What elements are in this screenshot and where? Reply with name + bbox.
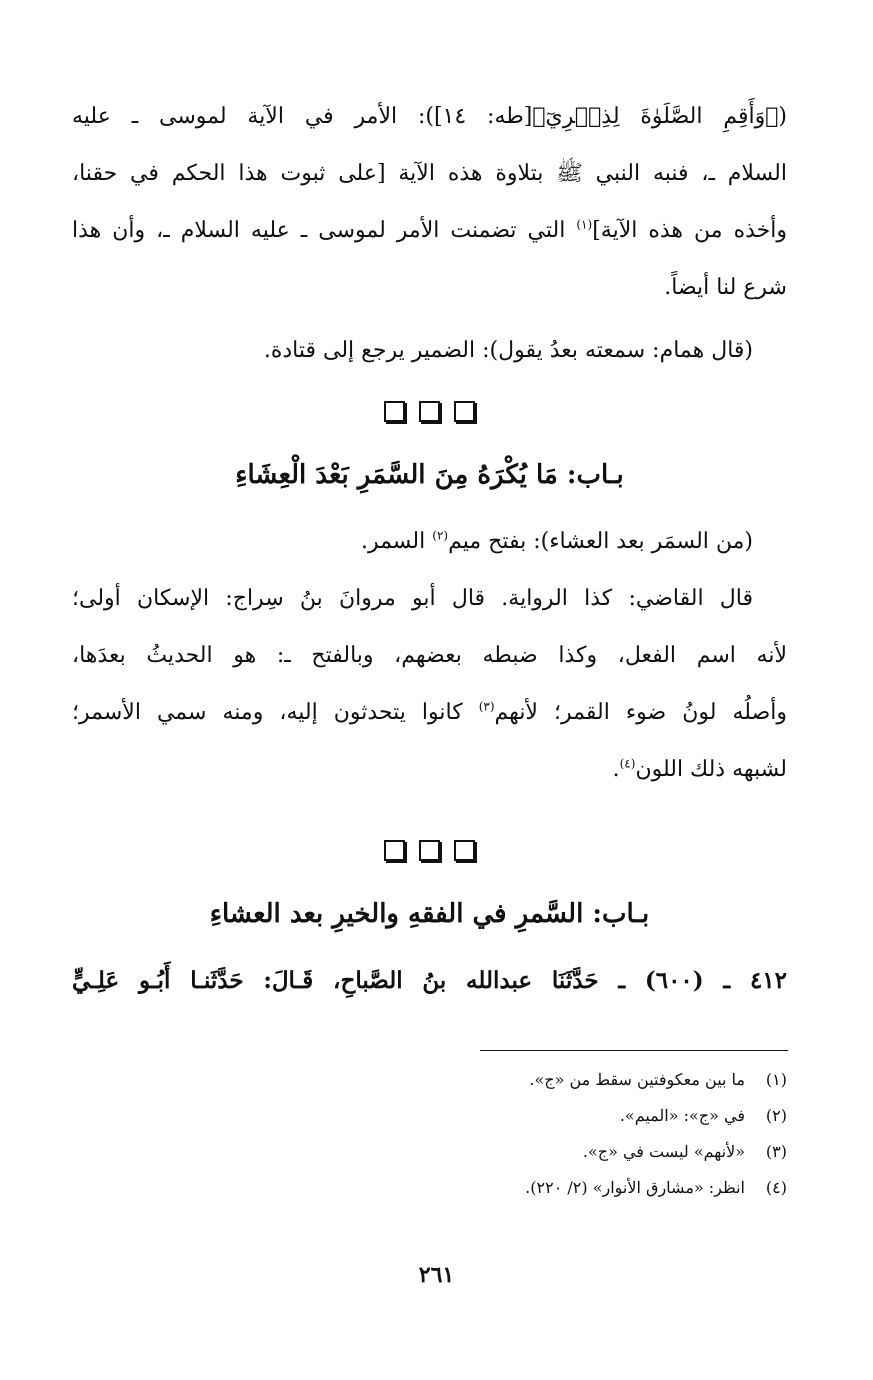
footnote-divider	[480, 1050, 788, 1051]
footnote-ref-1: (١)	[576, 217, 593, 232]
footnote-number: (٣)	[765, 1142, 787, 1161]
line-4: شرع لنا أيضاً.	[664, 275, 787, 300]
square-icon	[384, 401, 405, 422]
line-1: (﴿وَأَقِمِ الصَّلَوٰةَ لِذِكۡرِيٓ﴾[طه: ١٤]): الأمر في الآية لموسى ـ عليه	[72, 104, 787, 129]
footnote-3	[87, 1134, 787, 1170]
footnote-number: (١)	[765, 1070, 787, 1089]
heading-title: مَا يُكْرَهُ مِنَ السَّمَرِ بَعْدَ الْعِشَاءِ	[235, 460, 558, 490]
square-icon	[419, 401, 440, 422]
footnote-1	[87, 1062, 787, 1098]
line-3-b: كانوا يتحدثون إليه، ومنه سمي الأسمر؛	[72, 700, 479, 725]
paragraph-qadi-line2	[72, 627, 787, 684]
text: (من السمَر بعد العشاء): بفتح ميم	[448, 529, 753, 554]
square-icon	[419, 840, 440, 861]
footnote-text: ما بين معكوفتين سقط من «ج».	[529, 1070, 745, 1089]
square-icon	[454, 401, 475, 422]
hadith-line: ٤١٢ ـ (٦٠٠) ـ حَدَّثَنَا عبدالله بنُ الصَّباحِ، قَـالَ: حَدَّثَنـا أَبُـو عَلِـيٍّ	[72, 967, 788, 994]
paragraph-qadi-line4	[72, 741, 787, 798]
footnote-text: «لأنهم» ليست في «ج».	[582, 1142, 745, 1161]
line-3-a: وأخذه من هذه الآية]	[592, 218, 787, 243]
page-number: ٢٦١	[418, 1262, 455, 1288]
page-body	[72, 88, 787, 1009]
footnote-2	[87, 1098, 787, 1134]
heading-title: السَّمرِ في الفقهِ والخيرِ بعد العشاءِ	[209, 899, 584, 929]
footnote-4	[87, 1170, 787, 1206]
heading-bab-label: بـاب:	[592, 899, 650, 929]
section-separator	[72, 399, 787, 423]
line-1: قال القاضي: كذا الرواية. قال أبو مروانَ بنُ سِراج: الإسكان أولى؛	[72, 586, 753, 611]
line-2: لأنه اسم الفعل، وكذا ضبطه بعضهم، وبالفتح ـ: هو الحديثُ بعدَها،	[72, 643, 787, 668]
square-icon	[454, 840, 475, 861]
paragraph-verse-commentary-line4	[72, 259, 787, 316]
line-4-b: .	[612, 757, 620, 782]
chapter-heading-2	[72, 884, 787, 944]
footnote-number: (٢)	[765, 1106, 787, 1125]
paragraph-qadi-line1	[72, 570, 787, 627]
footnote-number: (٤)	[765, 1178, 787, 1197]
square-icon	[384, 840, 405, 861]
footnote-ref-2: (٢)	[432, 528, 449, 543]
line-3-b: التي تضمنت الأمر لموسى ـ عليه السلام ـ، وأن هذا	[72, 218, 577, 243]
footnote-ref-3: (٣)	[478, 699, 495, 714]
footnote-text: في «ج»: «الميم».	[619, 1106, 745, 1125]
heading-bab-label: بـاب:	[566, 460, 624, 490]
footnote-text: انظر: «مشارق الأنوار» (٢/ ٢٢٠).	[525, 1178, 745, 1197]
text: السمر.	[360, 529, 433, 554]
paragraph-samar	[72, 513, 787, 570]
paragraph-qadi-line3	[72, 684, 787, 741]
section-separator	[72, 838, 787, 862]
line-3-a: وأصلُه لونُ ضوء القمر؛ لأنهم	[494, 700, 787, 725]
paragraph-hammam: (قال همام: سمعته بعدُ يقول): الضمير يرجع إلى قتادة.	[263, 338, 753, 363]
paragraph-verse-commentary	[72, 88, 787, 145]
line-4-a: لشبهه ذلك اللون	[635, 757, 787, 782]
chapter-heading-1	[72, 445, 787, 505]
line-2: السلام ـ، فنبه النبي ﷺ بتلاوة هذه الآية [على ثبوت هذا الحكم في حقنا،	[72, 161, 787, 186]
footnotes	[87, 1062, 787, 1206]
paragraph-verse-commentary-line3	[72, 202, 787, 259]
footnote-ref-4: (٤)	[619, 756, 636, 771]
paragraph-verse-commentary-line2	[72, 145, 787, 202]
